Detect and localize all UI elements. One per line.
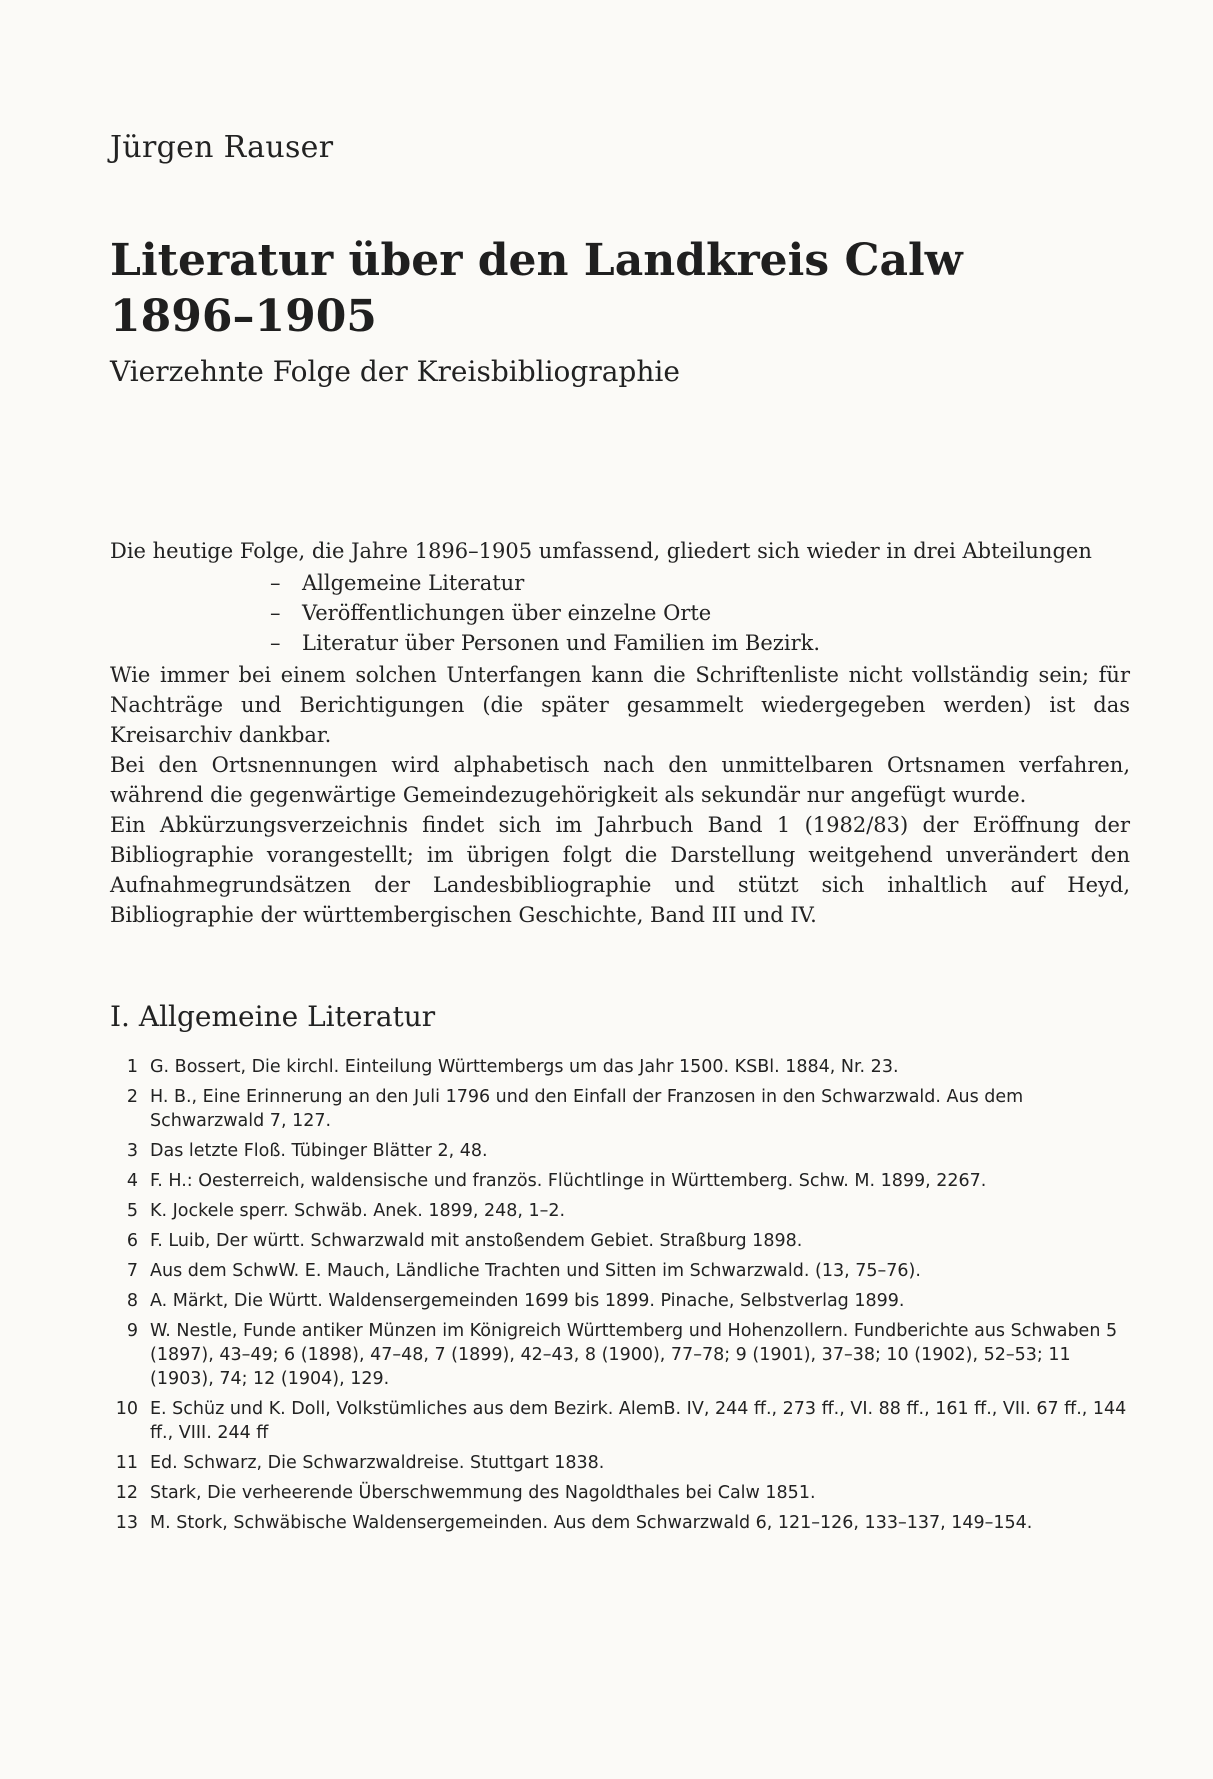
entry-text: Ed. Schwarz, Die Schwarzwaldreise. Stuttgart 1838. xyxy=(150,1453,605,1473)
list-item xyxy=(110,1199,1130,1223)
entry-text: K. Jockele sperr. Schwäb. Anek. 1899, 248, 1–2. xyxy=(150,1201,566,1221)
list-item xyxy=(110,1319,1130,1391)
entry-text: M. Stork, Schwäbische Waldensergemeinden. Aus dem Schwarzwald 6, 121–126, 133–137, 149–154. xyxy=(150,1513,1033,1533)
intro-text xyxy=(110,536,1130,930)
article-subtitle: Vierzehnte Folge der Kreisbibliographie xyxy=(110,355,680,388)
article-title xyxy=(110,233,1130,345)
list-item xyxy=(110,1139,1130,1163)
entry-text: F. Luib, Der württ. Schwarzwald mit anstoßendem Gebiet. Straßburg 1898. xyxy=(150,1231,803,1251)
reference-list xyxy=(110,1055,1130,1535)
list-item xyxy=(110,1511,1130,1535)
list-item xyxy=(110,1451,1130,1475)
entry-text: G. Bossert, Die kirchl. Einteilung Württembergs um das Jahr 1500. KSBl. 1884, Nr. 23. xyxy=(150,1057,899,1077)
list-item xyxy=(110,1481,1130,1505)
list-item xyxy=(110,1259,1130,1283)
entry-text: F. H.: Oesterreich, waldensische und französ. Flüchtlinge in Württemberg. Schw. M. 1899, 2267. xyxy=(150,1171,987,1191)
list-item xyxy=(110,1397,1130,1445)
entry-text: Stark, Die verheerende Überschwemmung des Nagoldthales bei Calw 1851. xyxy=(150,1483,816,1503)
entry-number: 11 xyxy=(115,1453,138,1473)
page xyxy=(110,130,1130,1541)
dash-mark: – xyxy=(270,601,281,625)
intro-paragraph: Bei den Ortsnennungen wird alphabetisch nach den unmittelbaren Ortsnamen verfahren, während die gegenwärtige Gemeindezugehörigkeit als sekundär nur angefügt wurde. xyxy=(110,753,1130,807)
list-item xyxy=(110,1085,1130,1133)
division-item xyxy=(270,628,1130,658)
entry-number: 10 xyxy=(115,1399,138,1419)
entry-number: 3 xyxy=(126,1141,138,1161)
divisions-list xyxy=(270,568,1130,658)
entry-text: H. B., Eine Erinnerung an den Juli 1796 und den Einfall der Franzosen in den Schwarzwald. Aus dem Schwarzwald 7, 127. xyxy=(150,1087,1024,1131)
entry-number: 13 xyxy=(115,1513,138,1533)
entry-text: A. Märkt, Die Württ. Waldensergemeinden 1699 bis 1899. Pinache, Selbstverlag 1899. xyxy=(150,1291,905,1311)
intro-paragraph: Wie immer bei einem solchen Unterfangen kann die Schriftenliste nicht vollständig sein; für Nachträge und Berichtigungen (die später gesammelt wiedergegeben werden) ist das Kreisarchiv dankbar. xyxy=(110,663,1130,747)
entry-text: E. Schüz und K. Doll, Volkstümliches aus dem Bezirk. AlemB. IV, 244 ff., 273 ff., VI. 88 ff., 161 ff., VII. 67 ff., 144 ff., VIII. 244 ff xyxy=(150,1399,1127,1443)
author-name: Jürgen Rauser xyxy=(110,130,334,165)
title-line-2: 1896–1905 xyxy=(110,291,377,342)
intro-paragraph: Ein Abkürzungsverzeichnis findet sich im Jahrbuch Band 1 (1982/83) der Eröffnung der Bibliographie vorangestellt; im übrigen folgt die Darstellung weitgehend unverändert den Aufnahmegrundsätzen der Landesbibliographie und stützt sich inhaltlich auf Heyd, Bibliographie der württembergischen Geschichte, Band III und IV. xyxy=(110,813,1130,927)
entry-number: 7 xyxy=(126,1261,138,1281)
list-item xyxy=(110,1055,1130,1079)
division-item xyxy=(270,598,1130,628)
entry-number: 8 xyxy=(126,1291,138,1311)
title-line-1: Literatur über den Landkreis Calw xyxy=(110,235,963,286)
dash-mark: – xyxy=(270,631,281,655)
entry-number: 6 xyxy=(126,1231,138,1251)
list-item xyxy=(110,1289,1130,1313)
dash-mark: – xyxy=(270,571,281,595)
entry-text: Das letzte Floß. Tübinger Blätter 2, 48. xyxy=(150,1141,488,1161)
list-item xyxy=(110,1229,1130,1253)
division-label: Literatur über Personen und Familien im Bezirk. xyxy=(302,631,821,655)
entry-number: 4 xyxy=(126,1171,138,1191)
intro-lead: Die heutige Folge, die Jahre 1896–1905 umfassend, gliedert sich wieder in drei Abteilungen xyxy=(110,539,1092,563)
entry-number: 2 xyxy=(126,1087,138,1107)
entry-text: Aus dem SchwW. E. Mauch, Ländliche Trachten und Sitten im Schwarzwald. (13, 75–76). xyxy=(150,1261,921,1281)
division-label: Allgemeine Literatur xyxy=(302,571,525,595)
entry-text: W. Nestle, Funde antiker Münzen im Königreich Württemberg und Hohenzollern. Fundberichte aus Schwaben 5 (1897), 43–49; 6 (1898), 47–48, 7 (1899), 42–43, 8 (1900), 77–78; 9 (1901), 37–38; 10 (1902), 52–53; 11 (1903), 74; 12 (1904), 129. xyxy=(150,1321,1118,1389)
entry-number: 1 xyxy=(126,1057,138,1077)
entry-number: 9 xyxy=(126,1321,138,1341)
entry-number: 5 xyxy=(126,1201,138,1221)
division-label: Veröffentlichungen über einzelne Orte xyxy=(302,601,712,625)
section-heading: I. Allgemeine Literatur xyxy=(110,1000,436,1033)
list-item xyxy=(110,1169,1130,1193)
division-item xyxy=(270,568,1130,598)
entry-number: 12 xyxy=(115,1483,138,1503)
